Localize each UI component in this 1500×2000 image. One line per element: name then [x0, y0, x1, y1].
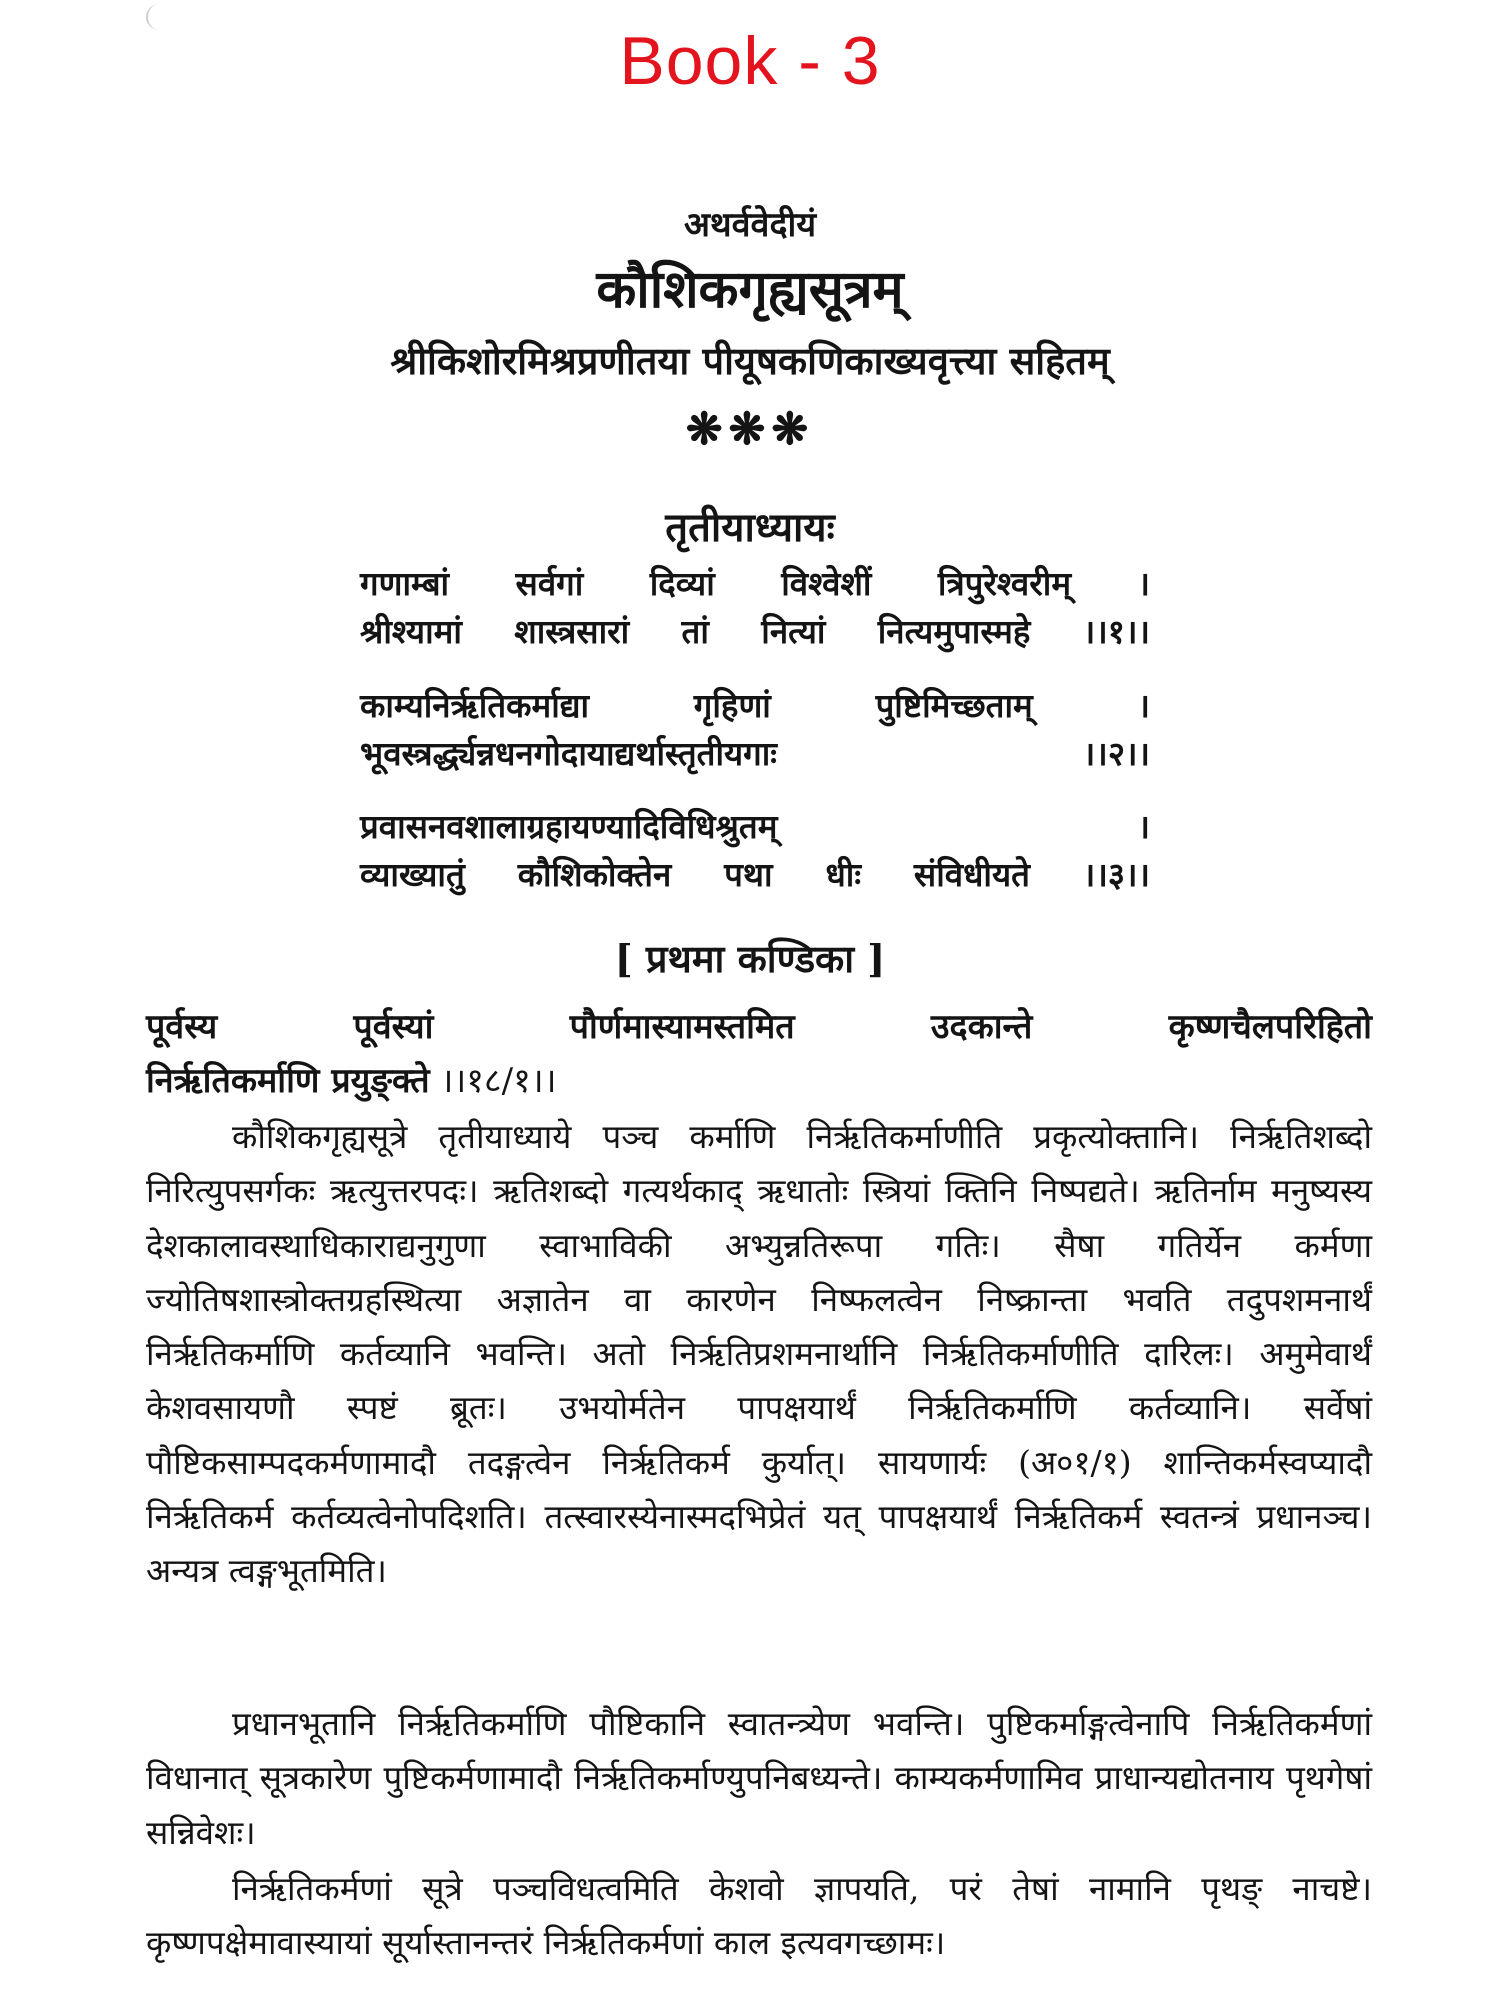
- verse-line: गणाम्बां सर्वगां दिव्यां विश्वेशीं त्रिपुरेश्वरीम् ।: [360, 564, 1150, 603]
- page-title: कौशिकगृह्यसूत्रम्: [596, 259, 904, 320]
- verse-2: [360, 682, 1150, 778]
- veda-heading: अथर्ववेदीयं: [683, 205, 817, 245]
- sutra-number: ।।१८/१।।: [429, 1061, 557, 1101]
- verse-1: [360, 560, 1150, 656]
- verse-line: प्रवासनवशालाग्रहायण्यादिविधिश्रुतम् ।: [360, 807, 1150, 846]
- section-heading: [ प्रथमा कण्डिका ]: [614, 936, 886, 981]
- verse-line: भूवस्त्रर्द्ध्यन्नधनगोदायाद्यर्थास्तृतीयगाः ।।२।।: [360, 734, 1150, 773]
- commentary-paragraph: प्रधानभूतानि निर्ऋतिकर्माणि पौष्टिकानि स्वातन्त्र्येण भवन्ति। पुष्टिकर्माङ्गत्वेनापि निर्ऋतिकर्मणां विधानात् सूत्रकारेण पुष्टिकर्मणामादौ निर्ऋतिकर्माण्युपनिबध्यन्ते। काम्यकर्मणामिव प्राधान्यद्योतनाय पृथगेषां सन्निवेशः।: [146, 1704, 1372, 1852]
- star-ornament: ❋❋❋: [685, 404, 815, 455]
- sutra-line: पूर्वस्य पूर्वस्यां पौर्णमास्यामस्तमित उदकान्ते कृष्णचैलपरिहितो: [146, 1007, 1372, 1047]
- verse-3: [360, 803, 1150, 899]
- sutra-text: निर्ऋतिकर्माणि प्रयुङ्क्ते: [146, 1061, 430, 1101]
- commentary-title: श्रीकिशोरमिश्रप्रणीतया पीयूषकणिकाख्यवृत्त्या सहितम्: [390, 338, 1110, 383]
- verse-line: व्याख्यातुं कौशिकोक्तेन पथा धीः संविधीयते ।।३।।: [360, 855, 1150, 894]
- book-banner: Book - 3: [619, 23, 881, 99]
- verse-line: श्रीश्यामां शास्त्रसारां तां नित्यां नित्यमुपास्महे ।।१।।: [360, 612, 1150, 651]
- chapter-heading: तृतीयाध्यायः: [665, 504, 835, 551]
- sutra-line-end: [146, 1054, 1372, 1108]
- commentary-paragraph: निर्ऋतिकर्मणां सूत्रे पञ्चविधत्वमिति केशवो ज्ञापयति, परं तेषां नामानि पृथङ् नाचष्टे। कृष्णपक्षेमावास्यायां सूर्यास्तानन्तरं निर्ऋतिकर्मणां काल इत्यवगच्छामः।: [146, 1869, 1372, 1963]
- verse-line: काम्यनिर्ऋतिकर्माद्या गृहिणां पुष्टिमिच्छताम् ।: [360, 686, 1150, 725]
- commentary-paragraph: कौशिकगृह्यसूत्रे तृतीयाध्याये पञ्च कर्माणि निर्ऋतिकर्माणीति प्रकृत्योक्तानि। निर्ऋतिशब्दो निरित्युपसर्गकः ऋत्युत्तरपदः। ऋतिशब्दो गत्यर्थकाद् ऋधातोः स्त्रियां क्तिनि निष्पद्यते। ऋतिर्नाम मनुष्यस्य देशकालावस्थाधिकाराद्यनुगुणा स्वाभाविकी अभ्युन्नतिरूपा गतिः। सैषा गतिर्येन कर्मणा ज्योतिषशास्त्रोक्तग्रहस्थित्या अज्ञातेन वा कारणेन निष्फलत्वेन निष्क्रान्ता भवति तदुपशमनार्थं निर्ऋतिकर्माणि कर्तव्यानि भवन्ति। अतो निर्ऋतिप्रशमनार्थानि निर्ऋतिकर्माणीति दारिलः। अमुमेवार्थं केशवसायणौ स्पष्टं ब्रूतः। उभयोर्मतेन पापक्षयार्थं निर्ऋतिकर्माणि कर्तव्यानि। सर्वेषां पौष्टिकसाम्पदकर्मणामादौ तदङ्गत्वेन निर्ऋतिकर्म कुर्यात्। सायणार्यः (अ०१/१) शान्तिकर्मस्वप्यादौ निर्ऋतिकर्म कर्तव्यत्वेनोपदिशति। तत्स्वारस्येनास्मदभिप्रेतं यत् पापक्षयार्थं निर्ऋतिकर्म स्वतन्त्रं प्रधानञ्च। अन्यत्र त्वङ्गभूतमिति।: [146, 1117, 1372, 1591]
